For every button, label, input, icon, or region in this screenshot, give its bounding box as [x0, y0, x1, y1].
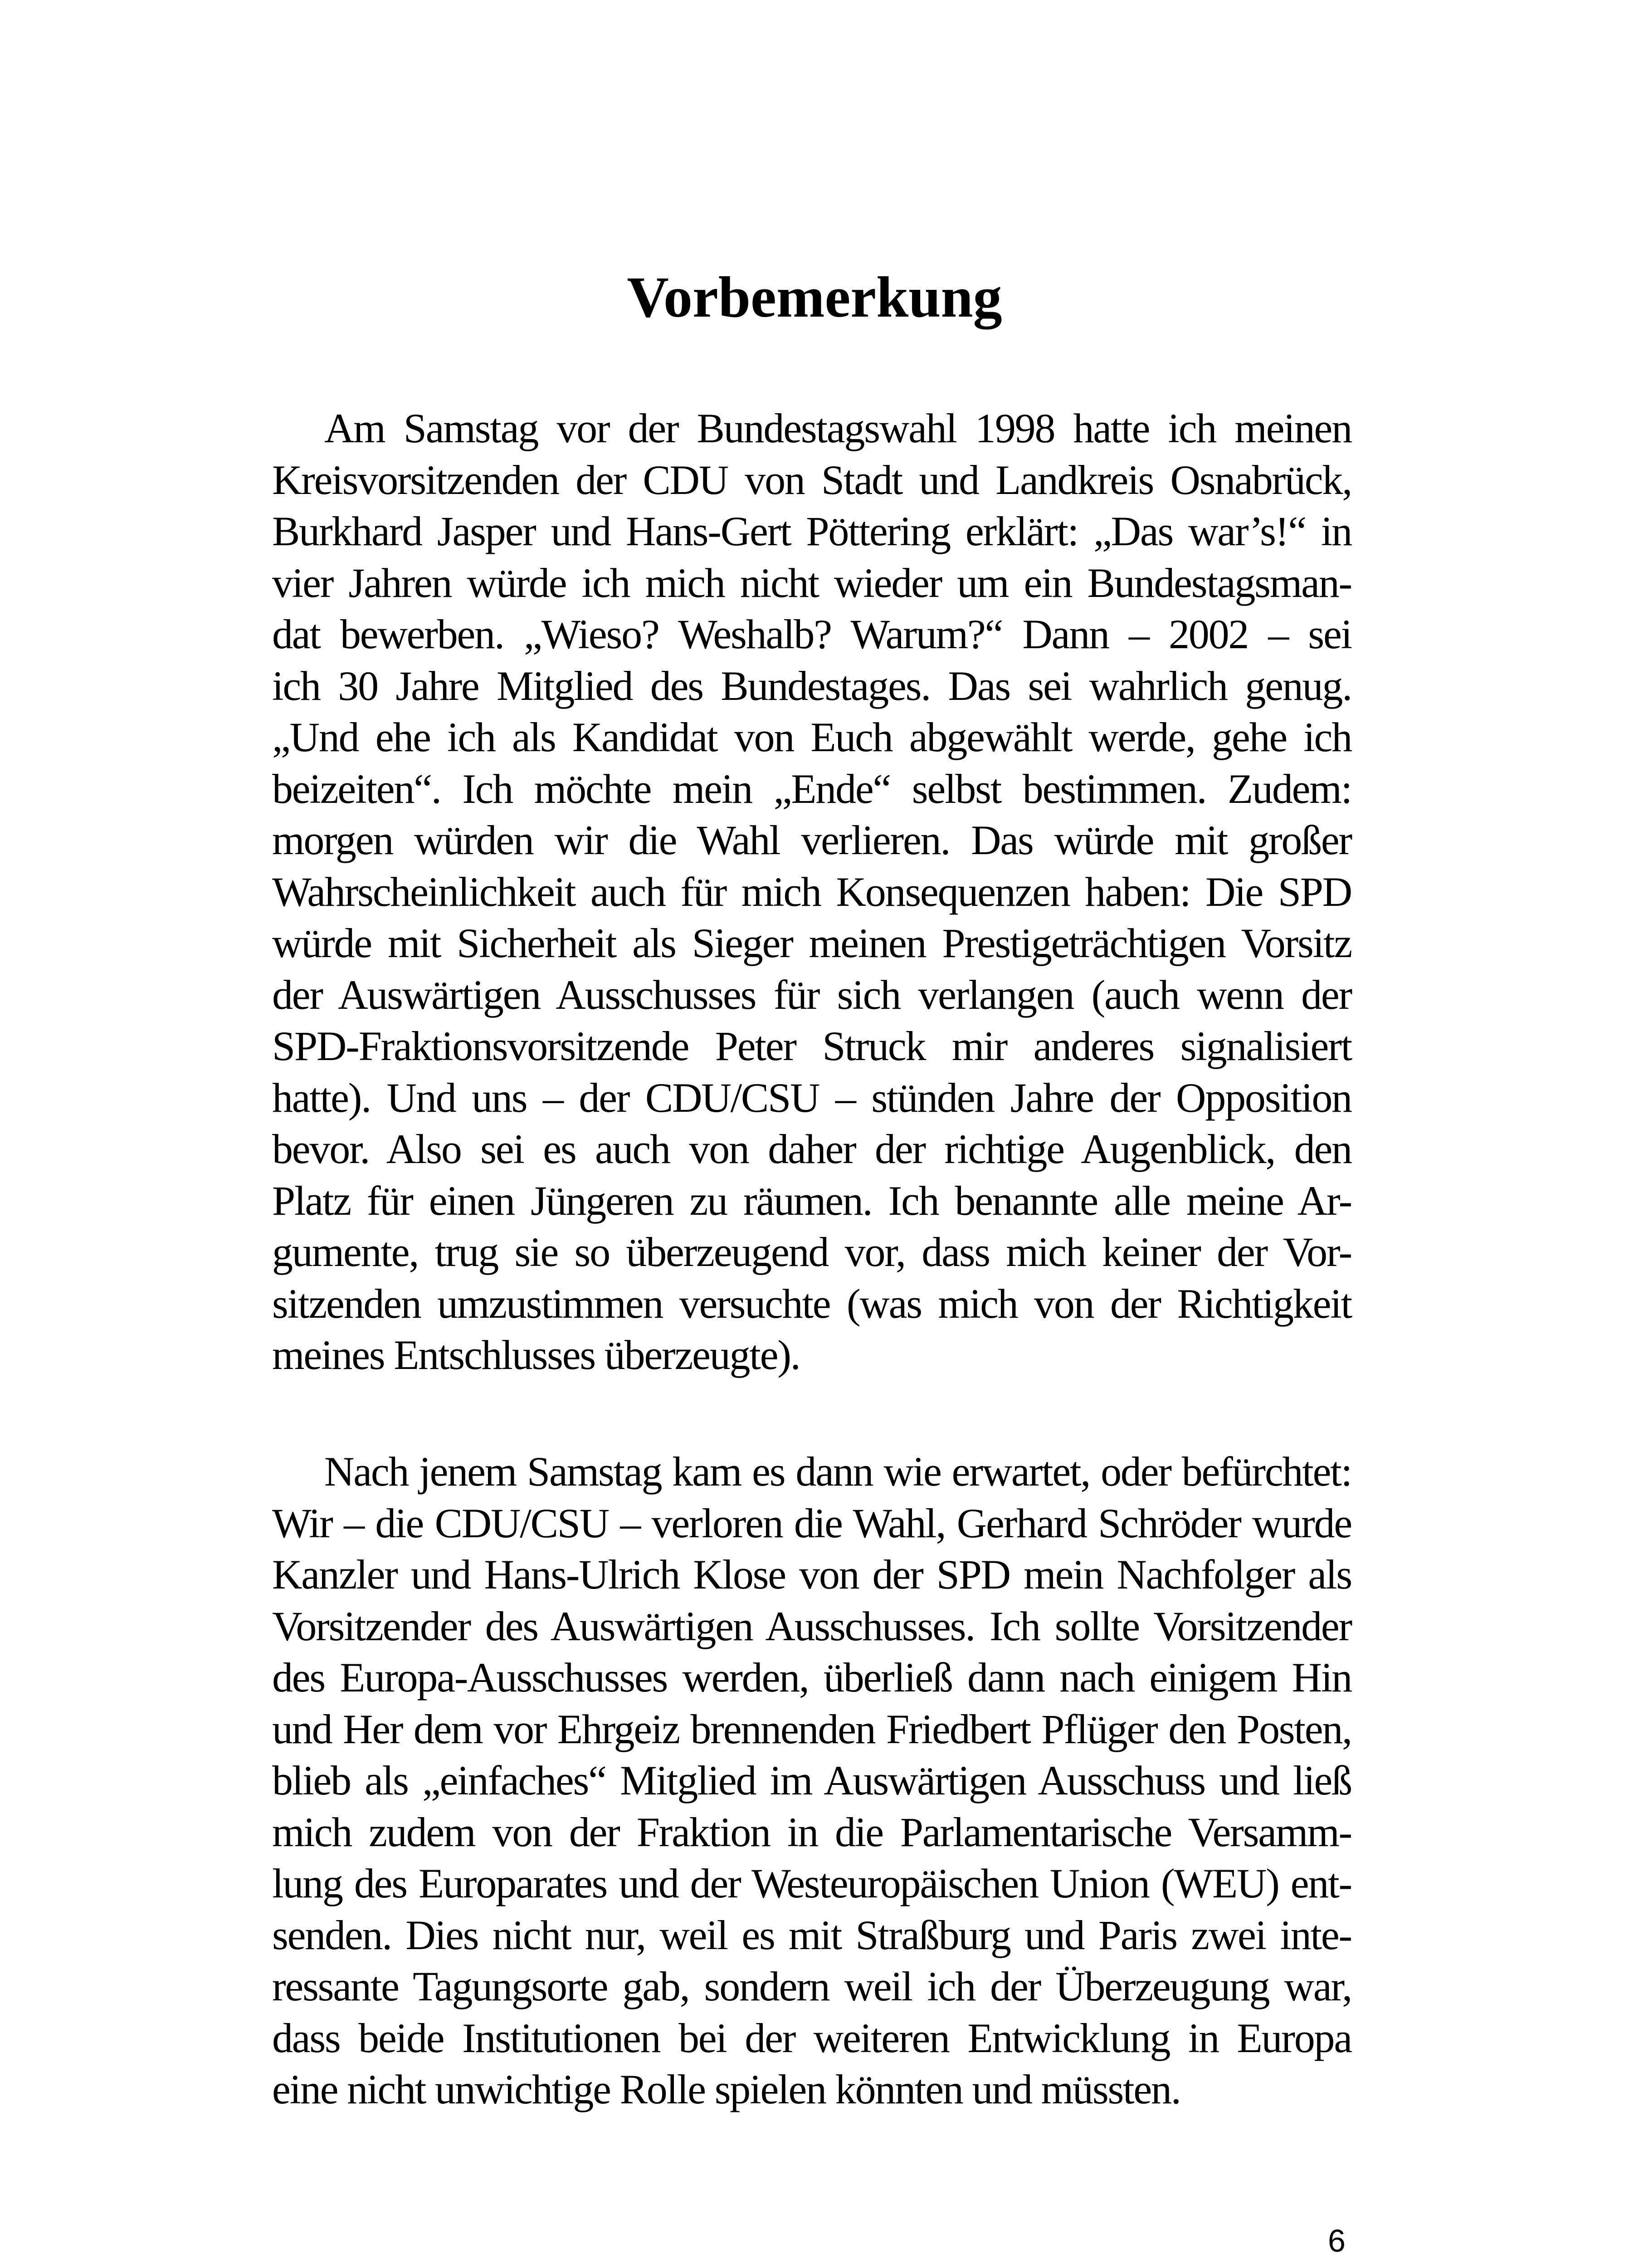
text-line: lung des Europarates und der Westeuropäischen Union (WEU) ent- [272, 1860, 1351, 1906]
text-line: Kanzler und Hans-Ulrich Klose von der SPD mein Nachfolger als [272, 1551, 1351, 1598]
text-line: mich zudem von der Fraktion in die Parlamentarische Versamm- [272, 1809, 1351, 1855]
text-line: des Europa-Ausschusses werden, überließ dann nach einigem Hin [272, 1654, 1351, 1701]
text-line: blieb als „einfaches“ Mitglied im Auswärtigen Ausschuss und ließ [272, 1757, 1351, 1804]
text-line: dass beide Institutionen bei der weiteren Entwicklung in Europa [272, 2014, 1351, 2061]
text-line: Wir – die CDU/CSU – verloren die Wahl, Gerhard Schröder wurde [272, 1500, 1351, 1546]
text-line: Burkhard Jasper und Hans-Gert Pöttering erklärt: „Das war’s!“ in [272, 508, 1351, 554]
text-line: der Auswärtigen Ausschusses für sich verlangen (auch wenn der [272, 971, 1351, 1018]
text-line: bevor. Also sei es auch von daher der richtige Augenblick, den [272, 1126, 1351, 1172]
text-line: gumente, trug sie so überzeugend vor, dass mich keiner der Vor- [272, 1229, 1351, 1275]
page-number: 6 [1328, 2223, 1346, 2258]
text-line: würde mit Sicherheit als Sieger meinen Prestigeträchtigen Vorsitz [272, 920, 1351, 966]
text-line: und Her dem vor Ehrgeiz brennenden Friedbert Pflüger den Posten, [272, 1706, 1351, 1752]
text-line: SPD-Fraktionsvorsitzende Peter Struck mir anderes signalisiert [272, 1023, 1351, 1069]
paragraph-1 [272, 403, 1351, 1381]
text-line: Am Samstag vor der Bundestagswahl 1998 hatte ich meinen [324, 405, 1351, 451]
text-line: vier Jahren würde ich mich nicht wieder um ein Bundestagsman- [272, 559, 1351, 606]
text-line: Nach jenem Samstag kam es dann wie erwartet, oder befürchtet: [324, 1448, 1351, 1495]
text-line: Platz für einen Jüngeren zu räumen. Ich benannte alle meine Ar- [272, 1177, 1351, 1224]
text-line: ich 30 Jahre Mitglied des Bundestages. Das sei wahrlich genug. [272, 662, 1351, 709]
page-title: Vorbemerkung [627, 265, 1002, 329]
text-line: senden. Dies nicht nur, weil es mit Straßburg und Paris zwei inte- [272, 1911, 1351, 1958]
text-line: beizeiten“. Ich möchte mein „Ende“ selbst bestimmen. Zudem: [272, 765, 1351, 812]
text-line: „Und ehe ich als Kandidat von Euch abgewählt werde, gehe ich [272, 714, 1351, 760]
text-line: Vorsitzender des Auswärtigen Ausschusses. Ich sollte Vorsitzender [272, 1603, 1351, 1649]
paragraph-2 [272, 1446, 1351, 2116]
text-line: Wahrscheinlichkeit auch für mich Konsequenzen haben: Die SPD [272, 868, 1351, 915]
text-line: eine nicht unwichtige Rolle spielen könnten und müssten. [272, 2066, 1180, 2112]
text-line: hatte). Und uns – der CDU/CSU – stünden Jahre der Opposition [272, 1074, 1351, 1121]
text-line: morgen würden wir die Wahl verlieren. Das würde mit großer [272, 817, 1351, 863]
text-line: Kreisvorsitzenden der CDU von Stadt und Landkreis Osnabrück, [272, 456, 1351, 503]
text-line: meines Entschlusses überzeugte). [272, 1332, 800, 1378]
text-line: sitzenden umzustimmen versuchte (was mich von der Richtigkeit [272, 1280, 1351, 1327]
text-line: ressante Tagungsorte gab, sondern weil ich der Überzeugung war, [272, 1963, 1351, 2009]
text-line: dat bewerben. „Wieso? Weshalb? Warum?“ Dann – 2002 – sei [272, 611, 1351, 657]
